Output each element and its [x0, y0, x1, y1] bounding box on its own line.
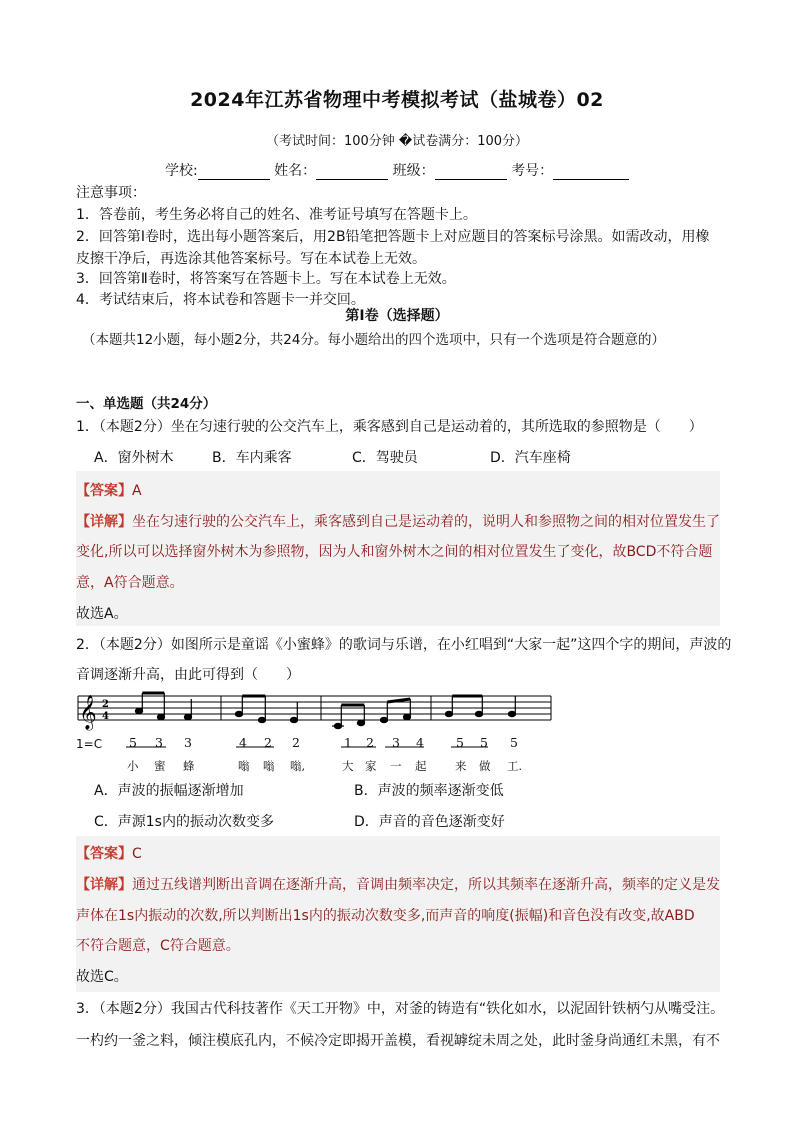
q1-option-b[interactable]: B．车内乘客 — [212, 450, 292, 466]
q1-conclusion: 故选A。 — [76, 606, 128, 622]
school-field[interactable] — [198, 165, 270, 180]
lyric-char: 蜜 — [154, 759, 166, 773]
q1-option-a[interactable]: A．窗外树木 — [94, 450, 174, 466]
jianpu-number: 2 — [292, 735, 300, 750]
q1-detail-line: 坐在匀速行驶的公交汽车上，乘客感到自己是运动着的，说明人和参照物之间的相对位置发生了 — [132, 514, 720, 530]
lyric-char: 蜂 — [183, 759, 195, 773]
jianpu-number: 3 — [155, 735, 163, 750]
lyric-char: 家 — [365, 759, 377, 773]
q2-stem-line: 2．（本题2分）如图所示是童谣《小蜜蜂》的歌词与乐谱，在小红唱到“大家一起”这四个字的期间，声波的 — [76, 637, 732, 653]
q1-detail-line: 意，A符合题意。 — [76, 575, 184, 591]
number-label: 考号： — [511, 163, 554, 179]
jianpu-number: 4 — [239, 735, 247, 750]
q2-conclusion: 故选C。 — [76, 969, 128, 985]
answer-label: 【答案】 — [76, 846, 132, 862]
detail-label: 【详解】 — [76, 877, 132, 893]
q2-answer-value: C — [132, 846, 142, 862]
treble-clef-icon: 𝄞 — [79, 695, 97, 730]
number-field[interactable] — [553, 165, 629, 180]
name-label: 姓名： — [274, 163, 317, 179]
section-description: （本题共12小题，每小题2分，共24分。每小题给出的四个选项中，只有一个选项是符合题意的） — [82, 332, 665, 348]
note-item: 4．考试结束后，将本试卷和答题卡一并交回。 — [76, 292, 365, 308]
lyric-char: 起 — [415, 759, 427, 773]
lyric-char: 来 — [455, 759, 467, 773]
q3-stem-line: 3．（本题2分）我国古代科技著作《天工开物》中，对釜的铸造有“铁化如水，以泥固针铁柄勺从嘴受注。 — [76, 1001, 725, 1017]
q2-detail — [76, 874, 720, 894]
q2-option-c[interactable]: C．声源1s内的振动次数变多 — [94, 814, 274, 830]
svg-text:4: 4 — [102, 711, 109, 722]
lyric-char: 嗡 — [263, 759, 275, 773]
q2-answer — [76, 843, 142, 863]
q2-option-b[interactable]: B．声波的频率逐渐变低 — [354, 783, 504, 799]
jianpu-number: 2 — [366, 735, 374, 750]
jianpu-number: 3 — [184, 735, 192, 750]
page-title: 2024年江苏省物理中考模拟考试（盐城卷）02 — [190, 89, 604, 111]
lyric-char: 大 — [342, 759, 354, 773]
jianpu-number: 5 — [129, 735, 137, 750]
section-title: 第Ⅰ卷（选择题） — [345, 308, 449, 324]
note-item: 1．答卷前，考生务必将自己的姓名、准考证号填写在答题卡上。 — [76, 207, 477, 223]
q2-detail-line: 声体在1s内振动的次数,所以判断出1s内的振动次数变多,而声音的响度(振幅)和音色没有改变,故ABD — [76, 908, 695, 924]
exam-subtitle: （考试时间：100分钟 �试卷满分：100分） — [265, 134, 529, 149]
jianpu-number: 1 — [344, 735, 352, 750]
notes-heading: 注意事项： — [76, 185, 146, 201]
jianpu-number: 5 — [480, 735, 488, 750]
jianpu-number: 5 — [456, 735, 464, 750]
student-info-line — [165, 160, 629, 180]
jianpu-number: 5 — [510, 735, 518, 750]
lyric-char: 做 — [479, 759, 491, 773]
note-item: 皮擦干净后，再选涂其他答案标号。写在本试卷上无效。 — [76, 251, 426, 267]
school-label: 学校: — [165, 163, 198, 179]
q3-stem-line: 一杓约一釜之料，倾注模底孔内，不候冷定即揭开盖模，看视罅绽未周之处，此时釜身尚通红未黑，有不 — [76, 1033, 720, 1049]
lyric-char: 小 — [127, 759, 139, 773]
jianpu-number: 2 — [264, 735, 272, 750]
q2-option-a[interactable]: A．声波的振幅逐渐增加 — [94, 783, 244, 799]
q2-stem-line: 音调逐渐升高，由此可得到（ ） — [76, 667, 300, 683]
q2-detail-line: 通过五线谱判断出音调在逐渐升高，音调由频率决定，所以其频率在逐渐升高，频率的定义是发 — [132, 877, 720, 893]
jianpu-number: 4 — [416, 735, 424, 750]
answer-label: 【答案】 — [76, 483, 132, 499]
lyric-char: 工. — [507, 759, 523, 773]
jianpu-number: 3 — [392, 735, 400, 750]
svg-text:2: 2 — [102, 699, 109, 710]
detail-label: 【详解】 — [76, 514, 132, 530]
score-key: 1=C — [76, 737, 103, 751]
name-field[interactable] — [316, 165, 388, 180]
lyric-char: 嗡 — [238, 759, 250, 773]
lyric-char: 一 — [390, 759, 402, 773]
class-label: 班级： — [392, 163, 435, 179]
q1-option-c[interactable]: C．驾驶员 — [352, 450, 418, 466]
q2-option-d[interactable]: D．声音的音色逐渐变好 — [354, 814, 505, 830]
q2-detail-line: 不符合题意，C符合题意。 — [76, 938, 240, 954]
q1-answer-value: A — [132, 483, 142, 499]
q1-stem: 1．（本题2分）坐在匀速行驶的公交汽车上，乘客感到自己是运动着的，其所选取的参照物是（ ） — [76, 419, 703, 435]
q1-detail — [76, 511, 720, 531]
note-item: 3．回答第Ⅱ卷时，将答案写在答题卡上。写在本试卷上无效。 — [76, 271, 456, 287]
q1-answer — [76, 480, 142, 500]
class-field[interactable] — [435, 165, 507, 180]
lyric-char: 嗡, — [290, 759, 306, 773]
q1-detail-line: 变化,所以可以选择窗外树木为参照物，因为人和窗外树木之间的相对位置发生了变化，故BCD不符合题 — [76, 544, 713, 560]
q1-option-d[interactable]: D．汽车座椅 — [490, 450, 571, 466]
note-item: 2．回答第Ⅰ卷时，选出每小题答案后，用2B铅笔把答题卡上对应题目的答案标号涂黑。如需改动，用橡 — [76, 229, 710, 245]
part-heading: 一、单选题（共24分） — [76, 396, 217, 412]
